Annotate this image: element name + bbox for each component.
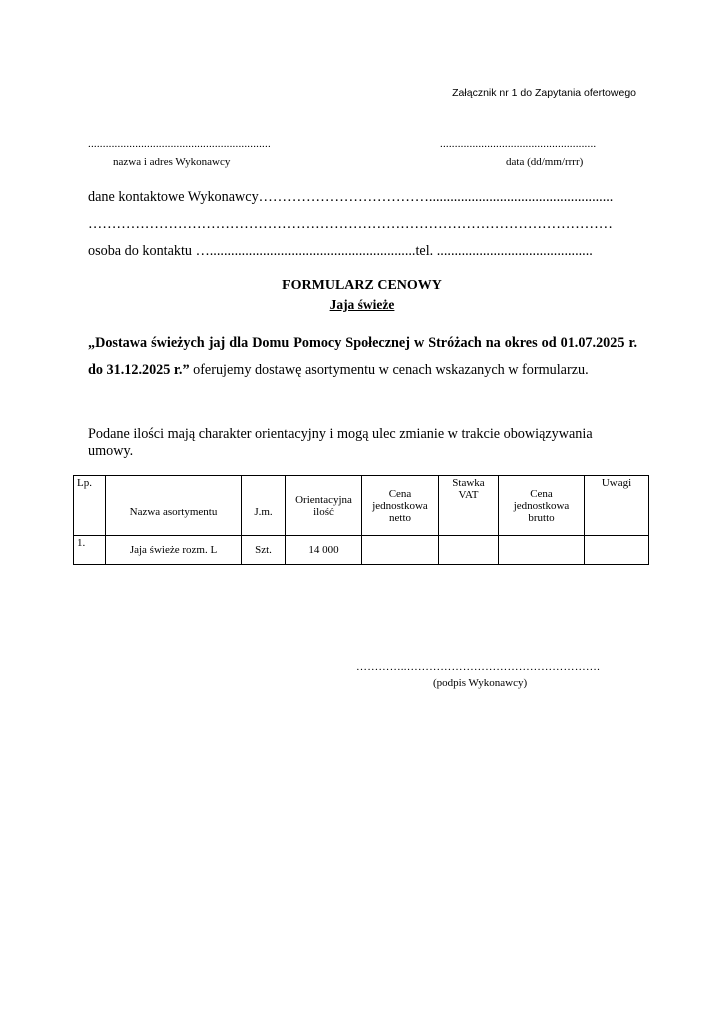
signature-caption: (podpis Wykonawcy): [433, 677, 528, 689]
header-name: Nazwa asortymentu: [106, 476, 242, 536]
contractor-name-caption: nazwa i adres Wykonawcy: [113, 156, 231, 168]
contractor-name-dots: ..............................................................: [88, 138, 271, 150]
cell-notes[interactable]: [585, 536, 649, 565]
contact-person-line: osoba do kontaktu …..........................................................tel. ............................................: [88, 243, 593, 259]
signature-dots: …………..…………………………………………….: [356, 661, 601, 673]
price-table: [73, 475, 649, 565]
form-subtitle: Jaja świeże: [329, 297, 395, 312]
annex-label: Załącznik nr 1 do Zapytania ofertowego: [452, 87, 636, 99]
date-caption: data (dd/mm/rrrr): [506, 156, 584, 168]
cell-net[interactable]: [362, 536, 439, 565]
header-lp: Lp.: [74, 476, 106, 536]
cell-unit: Szt.: [242, 536, 286, 565]
cell-gross[interactable]: [499, 536, 585, 565]
table-row: [74, 536, 649, 565]
header-notes: Uwagi: [585, 476, 649, 536]
date-dots: .....................................................: [440, 138, 597, 150]
header-gross: Cena jednostkowa brutto: [499, 476, 585, 536]
intro-bold: „Dostawa świeżych jaj dla Domu Pomocy Społecznej w Stróżach na okres od 01.07.2025 r. do 31.12.2025 r.”: [88, 335, 637, 378]
header-net: Cena jednostkowa netto: [362, 476, 439, 536]
header-qty: Orientacyjna ilość: [286, 476, 362, 536]
intro-rest: oferujemy dostawę asortymentu w cenach wskazanych w formularzu.: [189, 362, 589, 378]
cell-name: Jaja świeże rozm. L: [106, 536, 242, 565]
header-vat: Stawka VAT: [439, 476, 499, 536]
intro-paragraph: [88, 330, 637, 384]
form-title: FORMULARZ CENOWY: [282, 278, 442, 293]
table-header-row: [74, 476, 649, 536]
cell-lp: 1.: [74, 536, 106, 565]
contact-line: dane kontaktowe Wykonawcy………………………………....................................................: [88, 189, 614, 205]
header-unit: J.m.: [242, 476, 286, 536]
contact-line-continued: …………………………………………………………………………………………………: [88, 216, 613, 232]
cell-vat[interactable]: [439, 536, 499, 565]
note-paragraph: Podane ilości mają charakter orientacyjny i mogą ulec zmianie w trakcie obowiązywania umowy.: [88, 426, 593, 459]
cell-qty: 14 000: [286, 536, 362, 565]
